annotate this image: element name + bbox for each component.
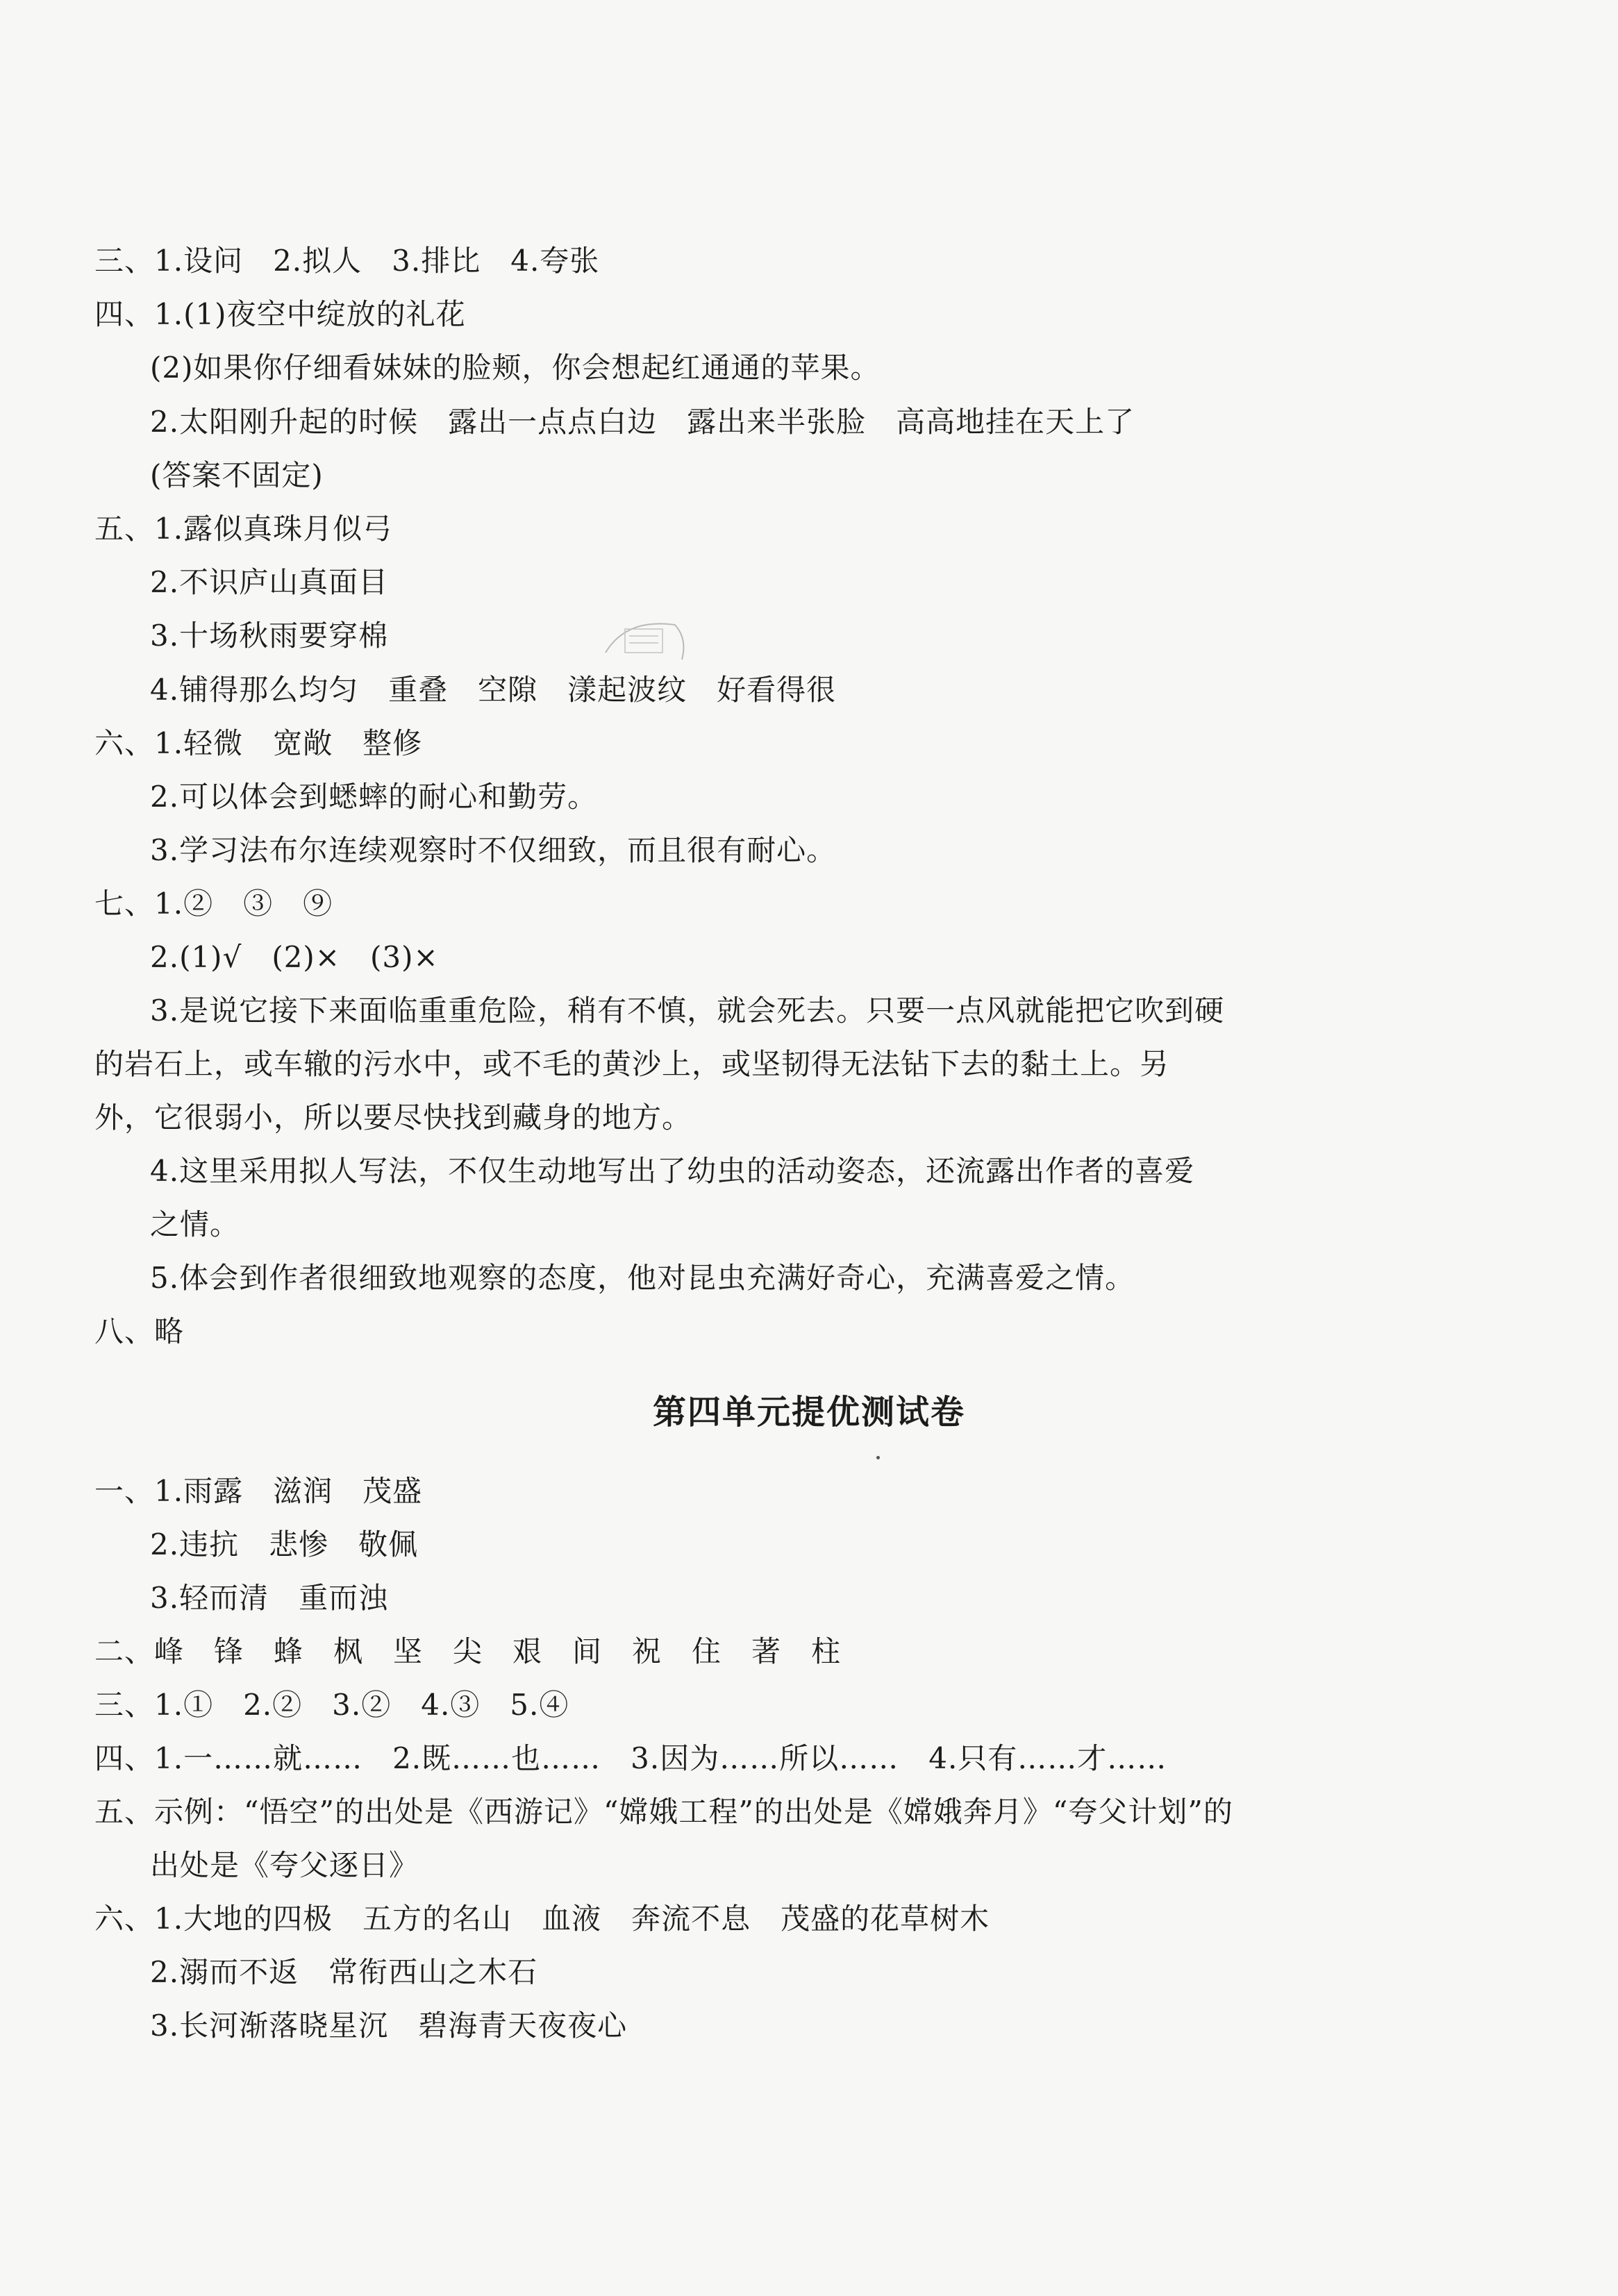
answer-line: 2.可以体会到蟋蟀的耐心和勤劳。: [150, 780, 598, 814]
answer-line: 4.这里采用拟人写法，不仅生动地写出了幼虫的活动姿态，还流露出作者的喜爱: [150, 1154, 1195, 1188]
answer-line: 六、1.大地的四极 五方的名山 血液 奔流不息 茂盛的花草树木: [94, 1902, 990, 1936]
answer-line: 2.(1)√ (2)× (3)×: [150, 940, 439, 974]
answer-line: (2)如果你仔细看妹妹的脸颊，你会想起红通通的苹果。: [150, 351, 881, 385]
answer-line: 八、略: [94, 1314, 185, 1348]
answer-line: 2.溺而不返 常衔西山之木石: [150, 1955, 538, 1989]
answer-line: 三、1.① 2.② 3.② 4.③ 5.④: [94, 1688, 569, 1722]
answer-line: 一、1.雨露 滋润 茂盛: [94, 1474, 423, 1508]
answer-line: 2.违抗 悲惨 敬佩: [150, 1527, 419, 1561]
answer-line: 四、1.(1)夜空中绽放的礼花: [94, 297, 466, 331]
answer-line: 二、峰 锋 蜂 枫 坚 尖 艰 间 祝 住 著 柱: [94, 1634, 842, 1668]
answer-line: 4.铺得那么均匀 重叠 空隙 漾起波纹 好看得很: [150, 673, 837, 707]
stray-dot: [876, 1456, 880, 1459]
watermark-stamp: [599, 611, 689, 675]
answer-line: 六、1.轻微 宽敞 整修: [94, 726, 423, 760]
answer-line: 五、示例：“悟空”的出处是《西游记》“嫦娥工程”的出处是《嫦娥奔月》“夸父计划”的: [94, 1795, 1233, 1829]
answer-line: 3.学习法布尔连续观察时不仅细致，而且很有耐心。: [150, 833, 837, 867]
answer-line: 2.太阳刚升起的时候 露出一点点白边 露出来半张脸 高高地挂在天上了: [150, 405, 1135, 439]
answer-line: 五、1.露似真珠月似弓: [94, 512, 393, 546]
answer-line: 3.轻而清 重而浊: [150, 1581, 389, 1615]
answer-line: 之情。: [150, 1207, 240, 1241]
answer-line: 3.是说它接下来面临重重危险，稍有不慎，就会死去。只要一点风就能把它吹到硬: [150, 994, 1225, 1028]
answer-line: 三、1.设问 2.拟人 3.排比 4.夸张: [94, 244, 600, 278]
answer-line: 3.长河渐落晓星沉 碧海青天夜夜心: [150, 2009, 628, 2043]
section-title: 第四单元提优测试卷: [652, 1393, 965, 1432]
answer-line: 出处是《夸父逐日》: [150, 1848, 419, 1882]
answer-line: 的岩石上，或车辙的污水中，或不毛的黄沙上，或坚韧得无法钻下去的黏土上。另: [94, 1047, 1170, 1081]
answer-line: (答案不固定): [150, 458, 324, 492]
answer-line: 5.体会到作者很细致地观察的态度，他对昆虫充满好奇心，充满喜爱之情。: [150, 1261, 1135, 1295]
answer-line: 外，它很弱小，所以要尽快找到藏身的地方。: [94, 1100, 692, 1134]
answer-line: 四、1.一……就…… 2.既……也…… 3.因为……所以…… 4.只有……才……: [94, 1741, 1167, 1775]
answer-line: 3.十场秋雨要穿棉: [150, 619, 389, 653]
answer-line: 七、1.② ③ ⑨: [94, 887, 333, 921]
answer-line: 2.不识庐山真面目: [150, 565, 389, 599]
